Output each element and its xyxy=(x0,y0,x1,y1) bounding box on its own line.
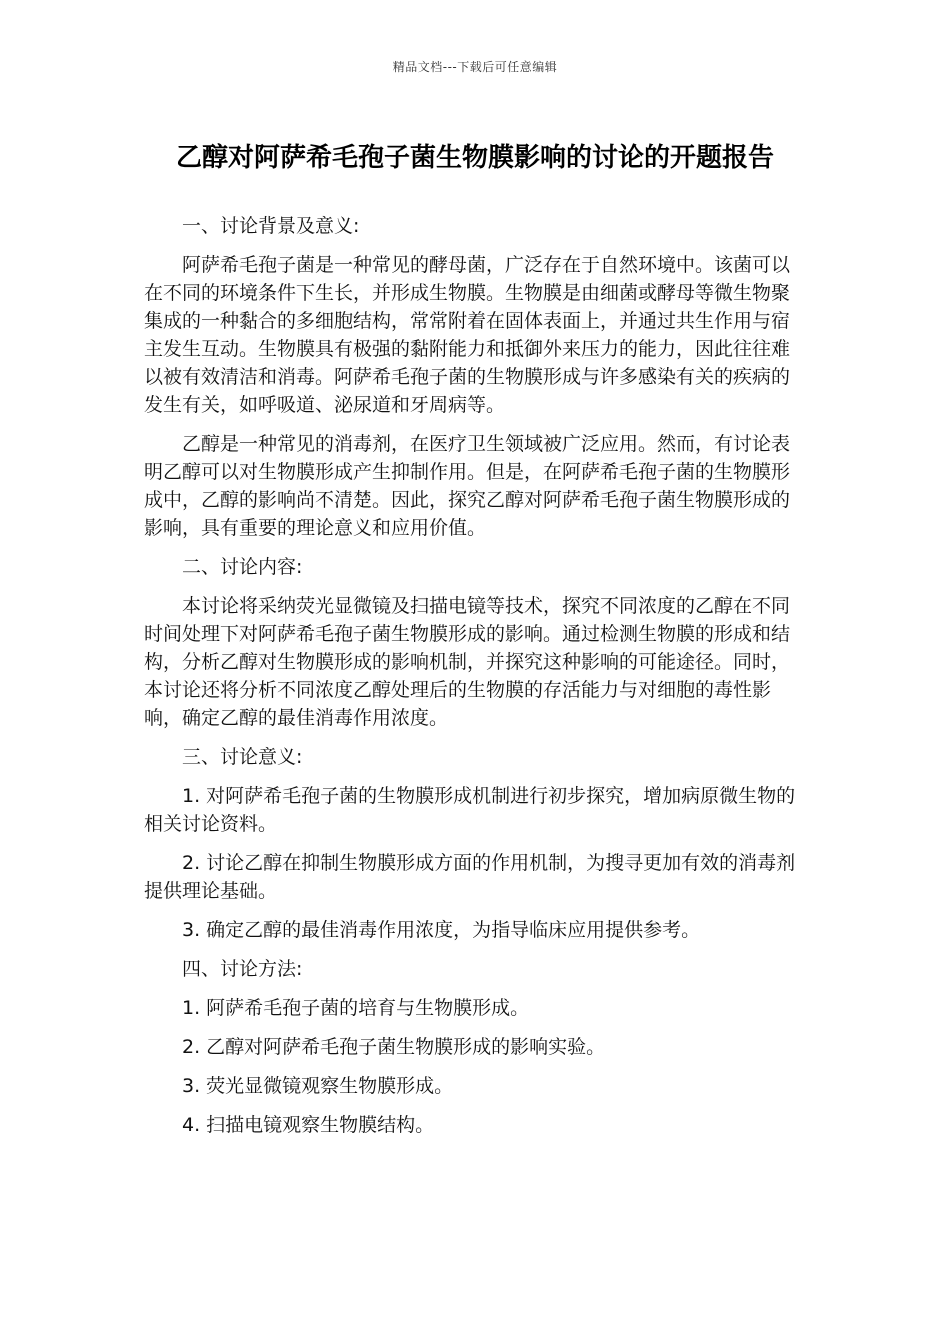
list-item-method-2: 2. 乙醇对阿萨希毛孢子菌生物膜形成的影响实验。 xyxy=(182,1036,606,1058)
list-item-method-4: 4. 扫描电镜观察生物膜结构。 xyxy=(182,1114,435,1136)
header-note: 精品文档---下载后可任意编辑 xyxy=(392,60,558,74)
paragraph-background-2: 乙醇是一种常见的消毒剂，在医疗卫生领域被广泛应用。然而，有讨论表明乙醇可以对生物膜形成产生抑制作用。但是，在阿萨希毛孢子菌的生物膜形成中，乙醇的影响尚不清楚。因此，探究乙醇对阿萨希毛孢子菌生物膜形成的影响，具有重要的理论意义和应用价值。 xyxy=(144,433,791,539)
list-item-significance-3: 3. 确定乙醇的最佳消毒作用浓度，为指导临床应用提供参考。 xyxy=(182,919,701,941)
section-heading-significance: 三、讨论意义: xyxy=(182,746,303,768)
section-heading-methods: 四、讨论方法: xyxy=(182,958,303,980)
document-body xyxy=(144,212,800,1150)
section-heading-background: 一、讨论背景及意义: xyxy=(182,215,360,237)
list-item-method-1: 1. 阿萨希毛孢子菌的培育与生物膜形成。 xyxy=(182,997,530,1019)
document-title: 乙醇对阿萨希毛孢子菌生物膜影响的讨论的开题报告 xyxy=(175,143,774,173)
section-heading-content: 二、讨论内容: xyxy=(182,556,303,578)
paragraph-content-1: 本讨论将采纳荧光显微镜及扫描电镜等技术，探究不同浓度的乙醇在不同时间处理下对阿萨希毛孢子菌生物膜形成的影响。通过检测生物膜的形成和结构，分析乙醇对生物膜形成的影响机制，并探究这种影响的可能途径。同时，本讨论还将分析不同浓度乙醇处理后的生物膜的存活能力与对细胞的毒性影响，确定乙醇的最佳消毒作用浓度。 xyxy=(144,595,791,729)
list-item-significance-2: 2. 讨论乙醇在抑制生物膜形成方面的作用机制，为搜寻更加有效的消毒剂提供理论基础。 xyxy=(144,852,796,902)
paragraph-background-1: 阿萨希毛孢子菌是一种常见的酵母菌，广泛存在于自然环境中。该菌可以在不同的环境条件下生长，并形成生物膜。生物膜是由细菌或酵母等微生物聚集成的一种黏合的多细胞结构，常常附着在固体表面上，并通过共生作用与宿主发生互动。生物膜具有极强的黏附能力和抵御外来压力的能力，因此往往难以被有效清洁和消毒。阿萨希毛孢子菌的生物膜形成与许多感染有关的疾病的发生有关，如呼吸道、泌尿道和牙周病等。 xyxy=(144,254,791,416)
list-item-significance-1: 1. 对阿萨希毛孢子菌的生物膜形成机制进行初步探究，增加病原微生物的相关讨论资料。 xyxy=(144,785,796,835)
list-item-method-3: 3. 荧光显微镜观察生物膜形成。 xyxy=(182,1075,454,1097)
